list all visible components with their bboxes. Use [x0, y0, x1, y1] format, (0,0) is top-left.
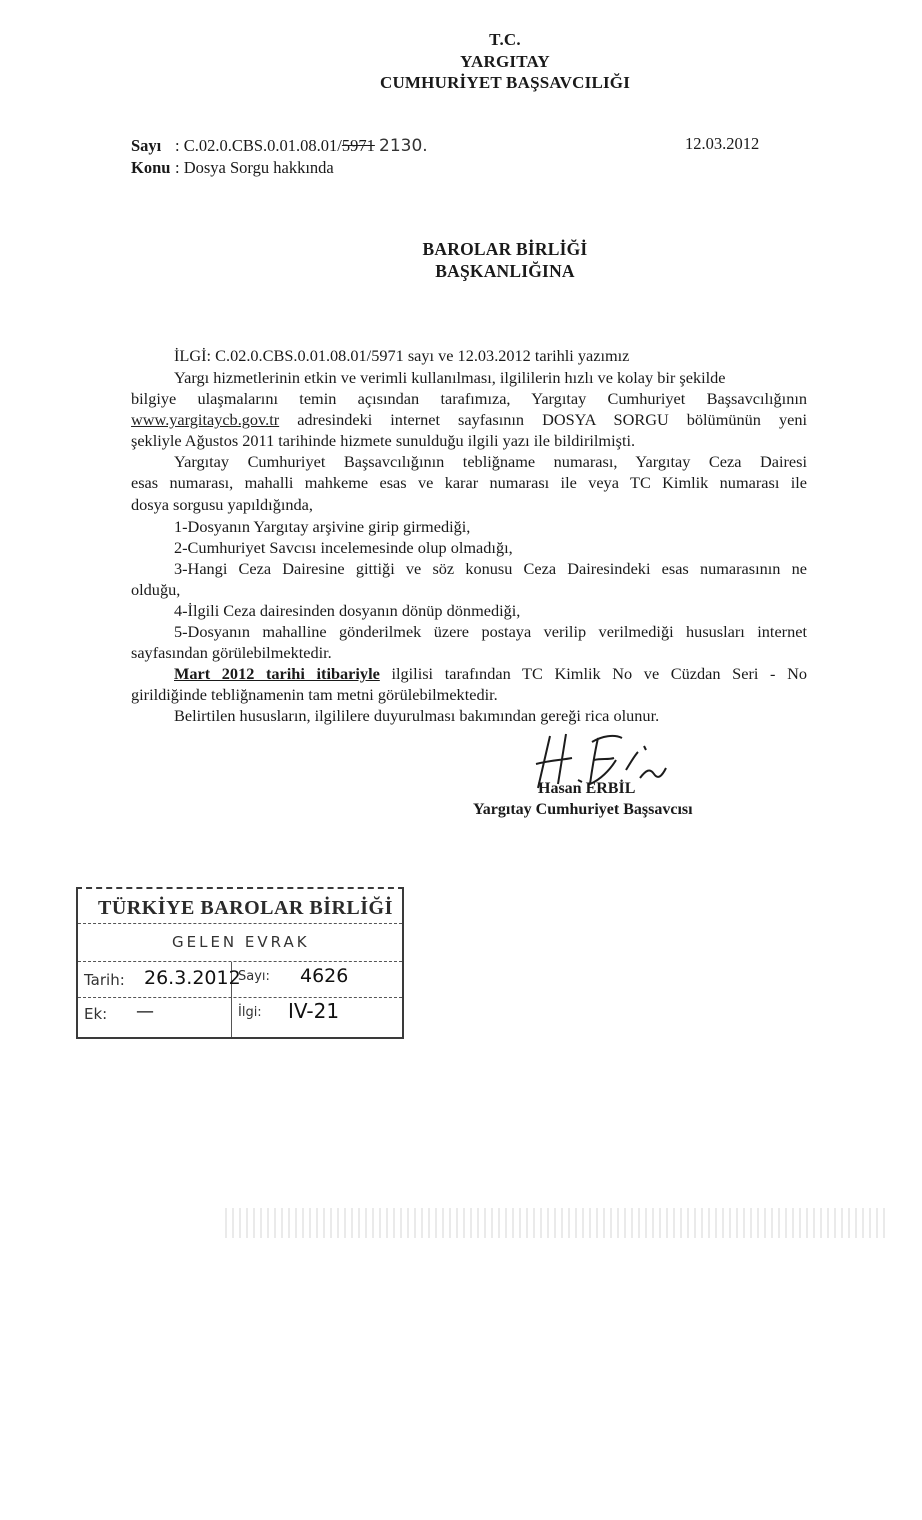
p2-line2: esas numarası, mahalli mahkeme esas ve karar numarası ile veya TC Kimlik numarası ile	[131, 473, 807, 492]
p3-emphasis: Mart 2012 tarihi itibariyle	[174, 664, 380, 683]
p1-line1: Yargı hizmetlerinin etkin ve verimli kullanılması, ilgililerin hızlı ve kolay bir şekilde	[174, 368, 726, 387]
signatory-name: Hasan ERBİL	[538, 780, 636, 797]
p3-line2: girildiğinde tebliğnamenin tam metni görülebilmektedir.	[131, 685, 498, 704]
p3-line1	[174, 663, 807, 685]
incoming-document-stamp	[76, 887, 404, 1039]
header-institution: YARGITAY	[460, 52, 550, 71]
stamp-tarih-label: Tarih:	[84, 971, 125, 989]
list-item-2: 2-Cumhuriyet Savcısı incelemesinde olup olmadığı,	[174, 538, 513, 557]
letter-date: 12.03.2012	[685, 134, 760, 153]
stamp-org-name: TÜRKİYE BAROLAR BİRLİĞİ	[98, 897, 393, 919]
closing-paragraph: Belirtilen hususların, ilgililere duyurulması bakımından gereği rica olunur.	[174, 706, 660, 725]
list-item-1: 1-Dosyanın Yargıtay arşivine girip girmediği,	[174, 517, 471, 536]
stamp-sayi-value: 4626	[300, 965, 349, 987]
sayi-struck-number: 5971	[341, 136, 375, 155]
list-item-5-line1: 5-Dosyanın mahalline gönderilmek üzere postaya verilip verilmediği hususları internet	[174, 622, 807, 641]
list-item-4: 4-İlgili Ceza dairesinden dosyanın dönüp dönmediği,	[174, 601, 521, 620]
website-link[interactable]: www.yargitaycb.gov.tr	[131, 410, 280, 429]
konu-line	[131, 158, 334, 178]
ilgi-reference: İLGİ: C.02.0.CBS.0.01.08.01/5971 sayı ve 12.03.2012 tarihli yazımız	[174, 346, 630, 365]
recipient-office: BAŞKANLIĞINA	[435, 261, 575, 281]
p3-line1-rest: ilgilisi tarafından TC Kimlik No ve Cüzdan Seri - No	[379, 664, 807, 683]
stamp-sayi-label: Sayı:	[238, 969, 270, 984]
p1-line3	[131, 409, 807, 431]
scan-artifact	[225, 1208, 885, 1238]
stamp-ilgi-label: İlgi:	[238, 1005, 262, 1020]
stamp-tarih-value: 26.3.2012	[144, 967, 241, 989]
header-office: CUMHURİYET BAŞSAVCILIĞI	[379, 73, 631, 92]
list-item-3-line1: 3-Hangi Ceza Dairesine gittiği ve söz konusu Ceza Dairesindeki esas numarasının ne	[174, 559, 807, 578]
p1-line3-rest: adresindeki internet sayfasının DOSYA SORGU bölümünün yeni	[279, 410, 807, 429]
signatory-title: Yargıtay Cumhuriyet Başsavcısı	[473, 801, 693, 818]
konu-value: : Dosya Sorgu hakkında	[175, 158, 334, 177]
sayi-value: : C.02.0.CBS.0.01.08.01/	[175, 136, 342, 155]
recipient-name: BAROLAR BİRLİĞİ	[422, 239, 588, 259]
stamp-subtitle: GELEN EVRAK	[172, 933, 310, 951]
konu-label: Konu	[131, 158, 171, 177]
p1-line2: bilgiye ulaşmalarını temin açısından tarafımıza, Yargıtay Cumhuriyet Başsavcılığının	[131, 389, 807, 408]
stamp-ek-value: —	[136, 1001, 154, 1022]
sayi-line	[131, 136, 428, 156]
header-tc: T.C.	[489, 30, 521, 49]
sayi-handwritten-number: 2130.	[379, 136, 428, 156]
list-item-3-line2: olduğu,	[131, 580, 181, 599]
stamp-ilgi-value: IV-21	[288, 999, 340, 1023]
p1-line4: şekliyle Ağustos 2011 tarihinde hizmete sunulduğu ilgili yazı ile bildirilmişti.	[131, 431, 636, 450]
sayi-label: Sayı	[131, 136, 162, 155]
stamp-ek-label: Ek:	[84, 1005, 108, 1023]
p2-line3: dosya sorgusu yapıldığında,	[131, 495, 313, 514]
list-item-5-line2: sayfasından görülebilmektedir.	[131, 643, 332, 662]
p2-line1: Yargıtay Cumhuriyet Başsavcılığının tebliğname numarası, Yargıtay Ceza Dairesi	[174, 452, 807, 471]
